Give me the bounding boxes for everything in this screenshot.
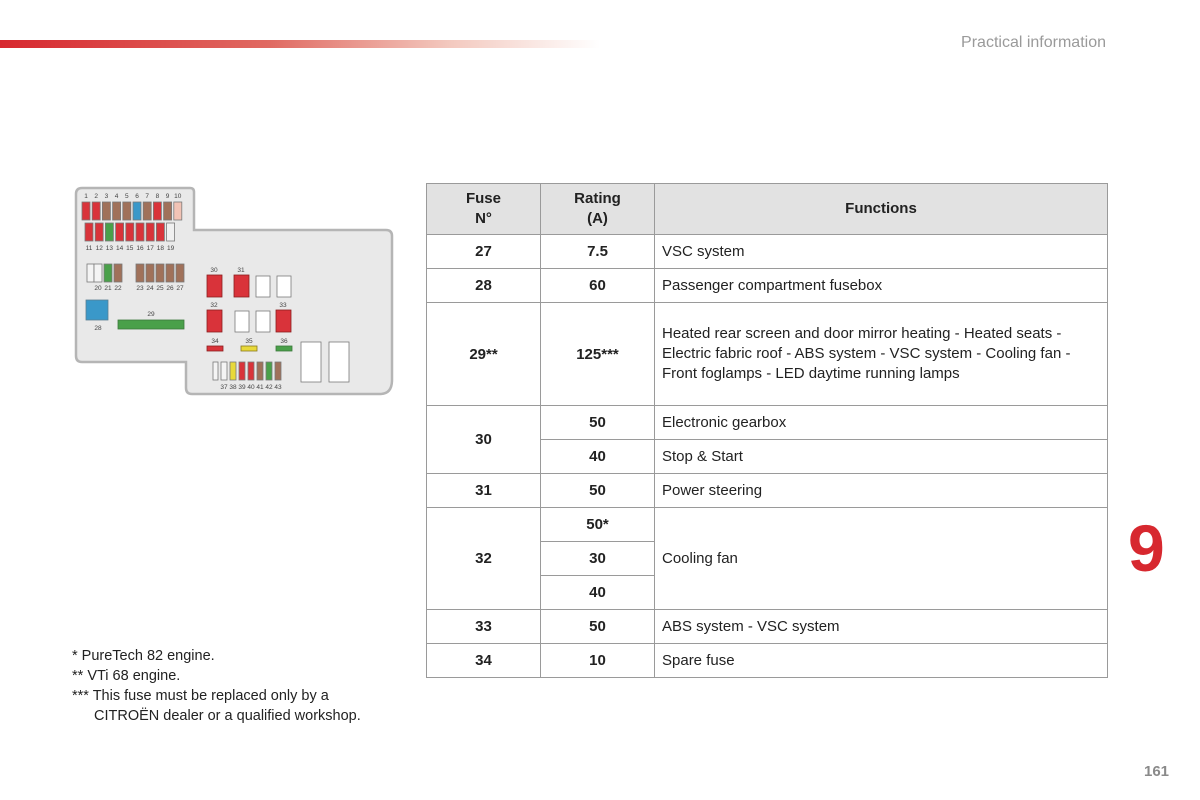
fuse — [143, 202, 151, 220]
fuse — [136, 223, 144, 241]
fuse-36 — [276, 346, 292, 351]
fuse — [230, 362, 236, 380]
fuse — [167, 223, 175, 241]
fuse-number-label: 5 — [124, 193, 129, 200]
fuse-31 — [234, 275, 249, 297]
fuse-cell: 34 — [427, 644, 541, 678]
fuse-cell: 32 — [427, 508, 541, 610]
fuse-29 — [118, 320, 184, 329]
relay — [301, 342, 321, 382]
fuse-number-label: 30 — [210, 267, 218, 274]
fuse — [166, 264, 174, 282]
fuse-cell: 28 — [427, 269, 541, 303]
function-cell: Spare fuse — [655, 644, 1108, 678]
fuse-cell: 29** — [427, 303, 541, 406]
fuse-spare — [213, 362, 218, 380]
fuse — [256, 311, 270, 332]
section-title: Practical information — [961, 34, 1106, 51]
fuse-number-label: 6 — [135, 193, 139, 200]
page-number: 161 — [1144, 763, 1170, 780]
fuse-number-label: 9 — [165, 193, 170, 200]
rating-cell: 50 — [541, 610, 655, 644]
fuse — [235, 311, 249, 332]
fuse-number-label: 15 — [126, 245, 134, 252]
fuse — [257, 362, 263, 380]
fuse — [114, 264, 122, 282]
footnote-2: ** VTi 68 engine. — [72, 668, 181, 684]
fuse-32 — [207, 310, 222, 332]
rating-cell: 30 — [541, 542, 655, 576]
fuse-number-label: 34 — [211, 338, 219, 345]
function-cell: Cooling fan — [655, 508, 1108, 610]
fuse-33 — [276, 310, 291, 332]
fuse-number-label: 27 — [176, 285, 184, 292]
fuse — [95, 223, 103, 241]
fuse — [275, 362, 281, 380]
table-row — [427, 644, 1108, 678]
fuse — [176, 264, 184, 282]
footnote-3-cont: CITROËN dealer or a qualified workshop. — [94, 708, 361, 724]
fuse — [113, 202, 121, 220]
fuse — [221, 362, 227, 380]
fuse-28 — [86, 300, 108, 320]
rating-cell: 10 — [541, 644, 655, 678]
fuse-number-label: 36 — [280, 338, 288, 345]
function-cell: Power steering — [655, 474, 1108, 508]
relay — [329, 342, 349, 382]
fuse-number-label: 13 — [105, 245, 114, 252]
fuse — [156, 223, 164, 241]
fuse-34 — [207, 346, 223, 351]
table-row — [427, 474, 1108, 508]
rating-cell: 50* — [541, 508, 655, 542]
fuse-number-label: 11 — [85, 245, 93, 252]
fuse — [94, 264, 102, 282]
fuse — [104, 264, 112, 282]
fuse-number-label: 41 — [256, 384, 264, 391]
fuse — [174, 202, 182, 220]
function-cell: Heated rear screen and door mirror heating - Heated seats - Electric fabric roof - ABS system - VSC system - Cooling fan - Front foglamps - LED daytime running lamps — [655, 303, 1108, 406]
fuse-cell: 27 — [427, 235, 541, 269]
fuse — [156, 264, 164, 282]
fuse-number-label: 14 — [115, 245, 124, 252]
fuse-table — [426, 183, 1108, 678]
rating-cell: 7.5 — [541, 235, 655, 269]
fuse-number-label: 31 — [237, 267, 245, 274]
chapter-number: 9 — [1128, 511, 1165, 585]
fuse-spare — [87, 264, 94, 282]
table-row — [427, 508, 1108, 542]
fuse-number-label: 19 — [166, 245, 175, 252]
fuse-number-label: 35 — [245, 338, 253, 345]
footnotes — [72, 646, 361, 726]
fuse-number-label: 24 — [146, 285, 154, 292]
fuse-number-label: 8 — [155, 193, 160, 200]
fuse — [126, 223, 134, 241]
fuse — [153, 202, 161, 220]
table-row — [427, 235, 1108, 269]
table-row — [427, 303, 1108, 406]
header-functions: Functions — [655, 184, 1108, 235]
fuse-number-label: 25 — [156, 285, 164, 292]
fuse — [116, 223, 124, 241]
fuse-number-label: 1 — [84, 193, 88, 200]
header-fuse: Fuse N° — [427, 184, 541, 235]
fuse-number-label: 43 — [274, 384, 282, 391]
table-row — [427, 269, 1108, 303]
fuse-number-label: 28 — [94, 325, 102, 332]
fuse — [248, 362, 254, 380]
fuse — [123, 202, 131, 220]
fuse-cell: 33 — [427, 610, 541, 644]
fuse-30 — [207, 275, 222, 297]
fuse-number-label: 29 — [147, 311, 155, 318]
fuse — [256, 276, 270, 297]
fuse-number-label: 32 — [210, 302, 218, 309]
fuse-number-label: 39 — [238, 384, 246, 391]
fuse — [239, 362, 245, 380]
fuse-number-label: 23 — [136, 285, 144, 292]
rating-cell: 60 — [541, 269, 655, 303]
fuse-number-label: 4 — [114, 193, 119, 200]
fuse-number-label: 37 — [220, 384, 228, 391]
fuse-cell: 30 — [427, 406, 541, 474]
fuse — [133, 202, 141, 220]
fuse-number-label: 7 — [145, 193, 150, 200]
fuse-number-label: 18 — [156, 245, 165, 252]
fuse-number-label: 22 — [114, 285, 122, 292]
table-row — [427, 610, 1108, 644]
fuse-number-label: 26 — [166, 285, 174, 292]
fuse-cell: 31 — [427, 474, 541, 508]
fuse — [146, 264, 154, 282]
header-rating: Rating (A) — [541, 184, 655, 235]
fuse-number-label: 21 — [104, 285, 112, 292]
fuse — [85, 223, 93, 241]
rating-cell: 50 — [541, 406, 655, 440]
rating-cell: 50 — [541, 474, 655, 508]
rating-cell: 40 — [541, 440, 655, 474]
fuse-number-label: 16 — [136, 245, 144, 252]
fuse-number-label: 40 — [247, 384, 255, 391]
fuse-number-label: 3 — [104, 193, 109, 200]
rating-cell: 40 — [541, 576, 655, 610]
fuse-number-label: 20 — [94, 285, 102, 292]
fuse — [277, 276, 291, 297]
header-accent-bar — [0, 40, 600, 48]
fuse — [136, 264, 144, 282]
fuse-35 — [241, 346, 257, 351]
fusebox-diagram — [74, 186, 396, 398]
fuse-number-label: 33 — [279, 302, 287, 309]
function-cell: Electronic gearbox — [655, 406, 1108, 440]
fuse — [92, 202, 100, 220]
function-cell: Stop & Start — [655, 440, 1108, 474]
fuse-number-label: 38 — [229, 384, 237, 391]
fuse — [102, 202, 110, 220]
function-cell: Passenger compartment fusebox — [655, 269, 1108, 303]
fuse-number-label: 17 — [146, 245, 154, 252]
table-row — [427, 406, 1108, 440]
fuse — [146, 223, 154, 241]
fuse — [105, 223, 113, 241]
fuse — [82, 202, 90, 220]
fuse — [164, 202, 172, 220]
fuse-number-label: 12 — [95, 245, 103, 252]
function-cell: ABS system - VSC system — [655, 610, 1108, 644]
footnote-1: * PureTech 82 engine. — [72, 648, 215, 664]
rating-cell: 125*** — [541, 303, 655, 406]
fuse-number-label: 2 — [94, 193, 99, 200]
fuse-number-label: 10 — [174, 193, 182, 200]
fuse — [266, 362, 272, 380]
fuse-number-label: 42 — [265, 384, 273, 391]
function-cell: VSC system — [655, 235, 1108, 269]
footnote-3: *** This fuse must be replaced only by a — [72, 688, 329, 704]
